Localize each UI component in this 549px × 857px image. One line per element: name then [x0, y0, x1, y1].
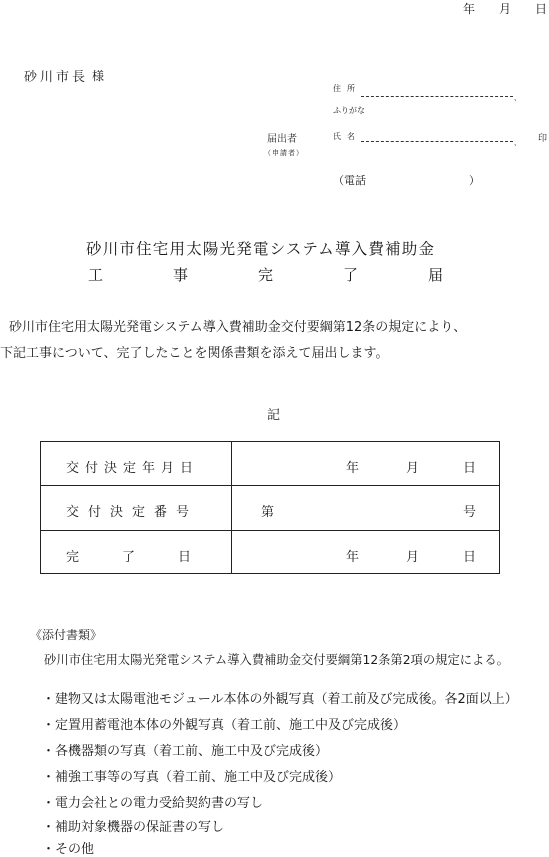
table-completion-year[interactable]: 年	[346, 550, 360, 565]
addressee-name: 砂川市長	[24, 70, 89, 85]
attachment-item: ・各機器類の写真（着工前、施工中及び完成後）	[42, 744, 329, 759]
document-title: 砂川市住宅用太陽光発電システム導入費補助金	[86, 240, 436, 258]
table-decision-month[interactable]: 月	[406, 461, 420, 476]
table-label-completion-date: 完了日	[66, 550, 235, 565]
table-number-prefix[interactable]: 第	[261, 505, 275, 520]
table-completion-day[interactable]: 日	[463, 550, 477, 565]
table-decision-year[interactable]: 年	[346, 461, 360, 476]
name-line-end: 、	[514, 139, 521, 147]
phone-label: （電話	[333, 174, 366, 187]
title-char-5: 届	[428, 266, 444, 284]
date-year-label: 年	[463, 2, 476, 16]
date-day-label: 日	[535, 2, 548, 16]
name-field-line[interactable]	[361, 141, 513, 142]
attachment-item: ・定置用蓄電池本体の外観写真（着工前、施工中及び完成後）	[42, 718, 407, 733]
body-paragraph-line-1: 砂川市住宅用太陽光発電システム導入費補助金交付要綱第12条の規定により、	[9, 320, 467, 335]
attachment-item: ・電力会社との電力受給契約書の写し	[42, 796, 264, 811]
table-label-decision-date: 交付決定年月日	[66, 461, 200, 476]
attachment-item: ・補強工事等の写真（着工前、施工中及び完成後）	[42, 770, 342, 785]
table-decision-day[interactable]: 日	[463, 461, 477, 476]
address-field-line[interactable]	[361, 96, 513, 97]
table-completion-month[interactable]: 月	[406, 550, 420, 565]
title-char-1: 工	[88, 266, 104, 284]
applicant-label: （申請者）	[264, 149, 304, 157]
attachment-item: ・建物又は太陽電池モジュール本体の外観写真（着工前及び完成後。各2面以上）	[42, 692, 518, 707]
attachment-item: ・その他	[42, 842, 95, 857]
date-month-label: 月	[499, 2, 512, 16]
seal-mark: 印	[538, 134, 548, 144]
table-row-divider	[41, 485, 499, 486]
phone-close-paren: ）	[469, 174, 480, 187]
notifier-label: 届出者	[267, 134, 297, 145]
title-char-2: 事	[173, 266, 189, 284]
table-row-divider	[41, 530, 499, 531]
addressee-honorific: 様	[92, 69, 105, 83]
address-label: 住所	[333, 84, 361, 93]
ki-heading: 記	[267, 408, 281, 423]
attachments-heading: 《添付書類》	[30, 628, 103, 642]
name-label: 氏名	[333, 132, 361, 141]
body-paragraph-line-2: 下記工事について、完了したことを関係書類を添えて届出します。	[0, 346, 389, 361]
address-line-end: 、	[514, 94, 521, 102]
attachment-item: ・補助対象機器の保証書の写し	[42, 820, 225, 835]
table-number-suffix[interactable]: 号	[463, 505, 477, 520]
title-char-4: 了	[343, 266, 359, 284]
table-label-decision-number: 交付決定番号	[66, 505, 199, 520]
completion-info-table	[40, 441, 500, 574]
title-char-3: 完	[258, 266, 274, 284]
furigana-label: ふりがな	[333, 106, 365, 115]
attachments-description: 砂川市住宅用太陽光発電システム導入費補助金交付要綱第12条第2項の規定による。	[44, 653, 509, 667]
